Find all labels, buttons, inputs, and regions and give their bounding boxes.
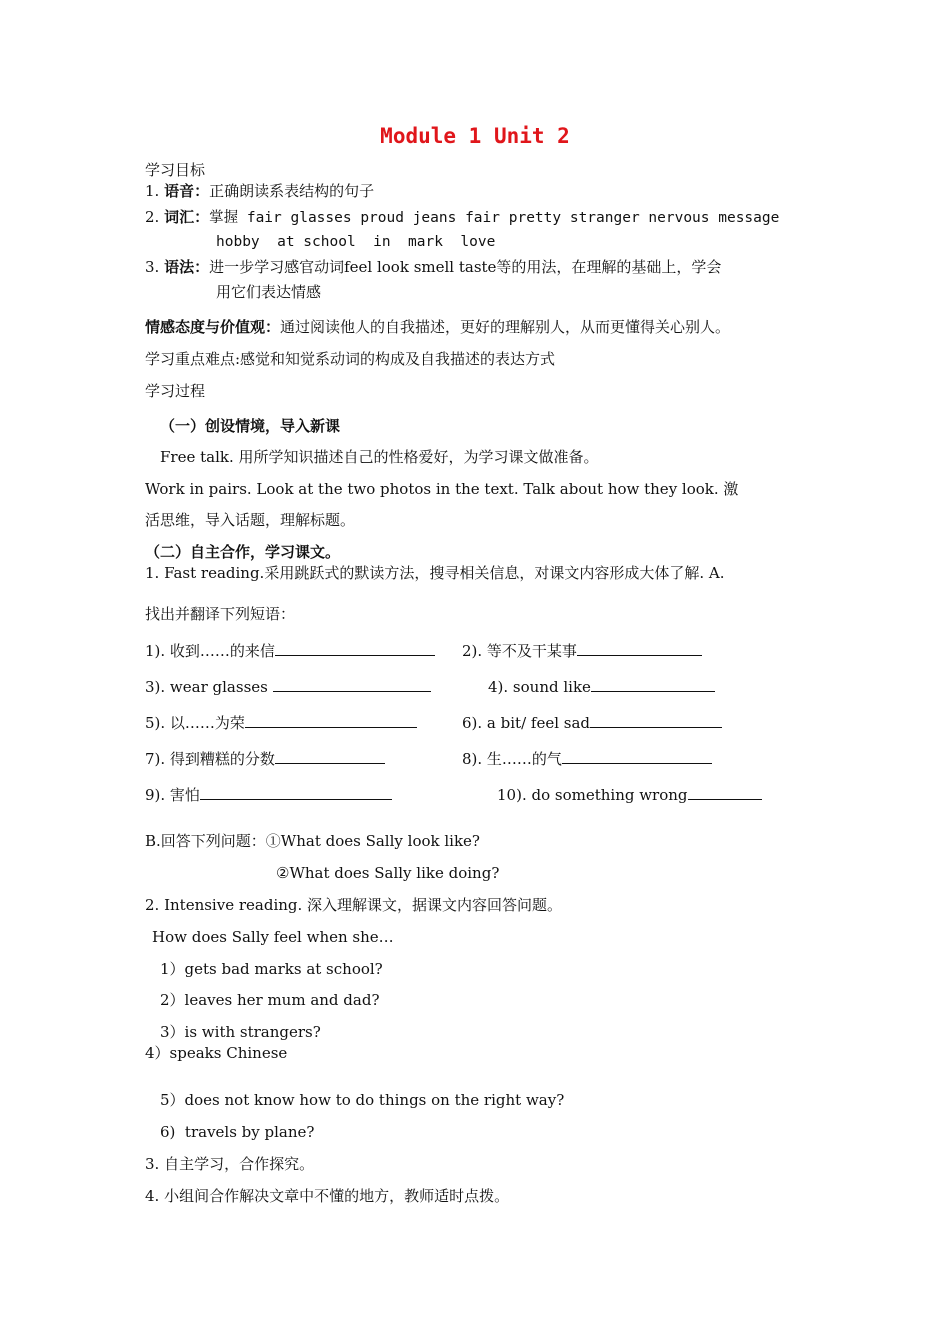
answer-blank[interactable] xyxy=(245,712,417,728)
phrase-item xyxy=(145,712,417,733)
phrase-item xyxy=(488,676,715,697)
phrase-item xyxy=(145,748,385,769)
objective-text-continued: hobby at school in mark love xyxy=(216,234,496,250)
answer-blank[interactable] xyxy=(275,640,435,656)
values-text: 通过阅读他人的自我描述，更好的理解别人，从而更懂得关心别人。 xyxy=(280,318,731,336)
objective-label: 语音： xyxy=(164,182,210,200)
feel-item: 2）leaves her mum and dad? xyxy=(160,991,380,1009)
answer-blank[interactable] xyxy=(200,784,392,800)
find-translate: 找出并翻译下列短语： xyxy=(145,605,296,623)
phrase-item xyxy=(462,748,712,769)
step-3: 3. 自主学习，合作探究。 xyxy=(145,1155,315,1173)
phrase-text: 10). do something wrong xyxy=(497,786,688,804)
answer-blank[interactable] xyxy=(273,676,431,692)
answer-blank[interactable] xyxy=(275,748,385,764)
feel-item: 3）is with strangers? xyxy=(160,1023,321,1041)
feel-item: 6) travels by plane? xyxy=(160,1123,315,1141)
phrase-text: 3). wear glasses xyxy=(145,678,268,696)
phrase-text: 6). a bit/ feel sad xyxy=(462,714,591,732)
fast-reading: 1. Fast reading.采用跳跃式的默读方法，搜寻相关信息，对课文内容形成大体了解. A. xyxy=(145,564,725,582)
section2-heading: （二）自主合作，学习课文。 xyxy=(145,543,341,561)
phrase-item xyxy=(497,784,762,805)
values-label: 情感态度与价值观： xyxy=(145,318,281,336)
feel-item: 5）does not know how to do things on the right way? xyxy=(160,1091,565,1109)
phrase-item xyxy=(462,712,722,733)
section1-heading: （一）创设情境，导入新课 xyxy=(160,417,341,435)
phrase-item xyxy=(145,676,431,697)
intensive-reading: 2. Intensive reading. 深入理解课文，据课文内容回答问题。 xyxy=(145,896,563,914)
objective-item-3 xyxy=(145,257,721,277)
phrase-item xyxy=(145,784,392,805)
phrase-text: 4). sound like xyxy=(488,678,591,696)
phrase-text: 2). 等不及干某事 xyxy=(462,642,577,660)
section1-line2: Work in pairs. Look at the two photos in the text. Talk about how they look. 激 xyxy=(145,480,739,498)
objective-label: 语法： xyxy=(164,258,210,276)
objective-label: 词汇： xyxy=(164,208,210,226)
feel-item: 4）speaks Chinese xyxy=(145,1044,288,1062)
how-feel: How does Sally feel when she… xyxy=(152,928,394,946)
objective-item-2 xyxy=(145,207,779,228)
objective-text: 进一步学习感官动词feel look smell taste等的用法，在理解的基础上，学会 xyxy=(209,258,722,276)
key-points: 学习重点难点:感觉和知觉系动词的构成及自我描述的表达方式 xyxy=(145,350,556,368)
section1-line1: Free talk. 用所学知识描述自己的性格爱好，为学习课文做准备。 xyxy=(160,448,599,466)
objective-text: 正确朗读系表结构的句子 xyxy=(209,182,375,200)
objective-number: 3. xyxy=(145,258,160,276)
phrase-text: 8). 生……的气 xyxy=(462,750,562,768)
phrase-text: 9). 害怕 xyxy=(145,786,200,804)
question-item: ②What does Sally like doing? xyxy=(276,864,500,882)
phrase-item xyxy=(462,640,702,661)
objectives-heading: 学习目标 xyxy=(145,161,206,179)
question-item: ①What does Sally look like? xyxy=(265,832,480,850)
answer-blank[interactable] xyxy=(591,676,715,692)
step-4: 4. 小组间合作解决文章中不懂的地方，教师适时点拨。 xyxy=(145,1187,510,1205)
answer-label: B.回答下列问题： xyxy=(145,832,266,850)
feel-item: 1）gets bad marks at school? xyxy=(160,960,383,978)
objective-number: 2. xyxy=(145,208,160,226)
phrase-text: 1). 收到……的来信 xyxy=(145,642,275,660)
answer-blank[interactable] xyxy=(688,784,762,800)
phrase-text: 7). 得到糟糕的分数 xyxy=(145,750,275,768)
page-title: Module 1 Unit 2 xyxy=(380,124,570,148)
answer-blank[interactable] xyxy=(577,640,702,656)
objective-text: 掌握 fair glasses proud jeans fair pretty stranger nervous message xyxy=(209,210,780,226)
phrase-text: 5). 以……为荣 xyxy=(145,714,245,732)
process-heading: 学习过程 xyxy=(145,382,206,400)
objective-number: 1. xyxy=(145,182,160,200)
values-line xyxy=(145,317,730,337)
answer-blank[interactable] xyxy=(590,712,722,728)
answer-blank[interactable] xyxy=(562,748,712,764)
phrase-item xyxy=(145,640,435,661)
section1-line3: 活思维，导入话题，理解标题。 xyxy=(145,511,356,529)
answer-questions-line xyxy=(145,831,480,851)
objective-item-1 xyxy=(145,181,374,201)
objective-text-continued: 用它们表达情感 xyxy=(216,283,322,301)
